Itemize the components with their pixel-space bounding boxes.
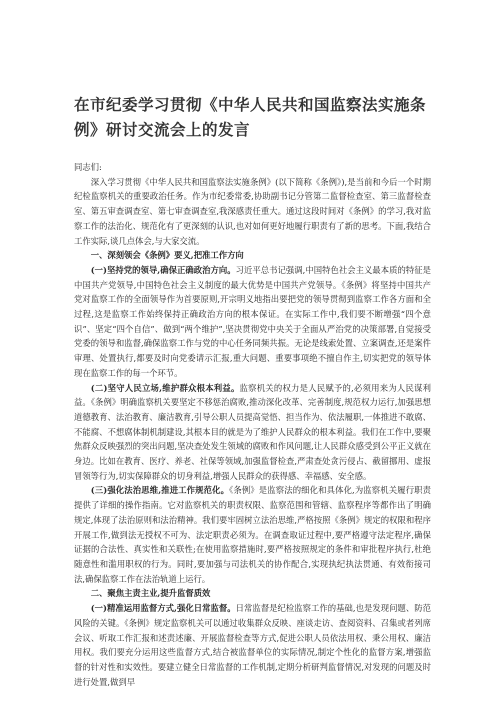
paragraph-text: 习近平总书记强调,中国特色社会主义最本质的特征是中国共产党领导,中国特色社会主义制度的最大优势是中国共产党领导。《条例》将坚持中国共产党对监察工作的全面领导作为首要原则,开宗明义地指出要把党的领导贯彻到监察工作各方面和全过程,这是监察工作始终保持正确政治方向的根本保证。在实际工作中,我们要不断增强“四个意识”、坚定“四个自信”、做到“两个维护”,坚决贯彻党中央关于全面从严治党的决策部署,自觉接受党委的领导和监督,确保监察工作与党的中心任务同频共振。无论是线索处置、立案调查,还是案件审理、处置执行,都要及时向党委请示汇报,重大问题、重要事项绝不擅自作主,切实把党的领导体现在监察工作的每一个环节。 xyxy=(74,264,431,378)
paragraph-lead: (三)强化法治思维,推进工作规范化。 xyxy=(90,485,230,496)
salutation: 同志们: xyxy=(74,162,102,172)
section1-paragraph-1 xyxy=(74,263,431,381)
paragraph-lead: (一)坚持党的领导,确保正确政治方向。 xyxy=(90,264,236,275)
document-title: 在市纪委学习贯彻《中华人民共和国监察法实施条例》研讨交流会上的发言 xyxy=(74,95,427,139)
paragraph-text: 《条例》是监察法的细化和具体化,为监察机关履行职责提供了详细的操作指南。它对监察机关的职责权限、监察范围和管辖、监察程序等都作出了明确规定,体现了法治原则和法治精神。我们要牢固树立法治思维,严格按照《条例》规定的权限和程序开展工作,做到法无授权不可为、法定职责必须为。在调查取证过程中,要严格遵守法定程序,确保证据的合法性、真实性和关联性;在使用监察措施时,要严格按照规定的条件和审批程序执行,杜绝随意性和滥用职权的行为。同时,要加强与司法机关的协作配合,实现执纪执法贯通、有效衔接司法,确保监察工作在法治轨道上运行。 xyxy=(74,485,431,584)
section1-paragraph-3 xyxy=(74,483,431,586)
section-heading-1: 一、深刻领会《条例》要义,把准工作方向 xyxy=(90,250,244,261)
section1-paragraph-2 xyxy=(74,381,431,484)
paragraph-text: 日常监督是纪检监察工作的基础,也是发现问题、防范风险的关键。《条例》规定监察机关可以通过收集群众反映、座谈走访、查阅资料、召集或者列席会议、听取工作汇报和述责述廉、开展监督检查等方式,促进公职人员依法用权、秉公用权、廉洁用权。我们要充分运用这些监督方式,结合被监督单位的实际情况,制定个性化的监督方案,增强监督的针对性和实效性。要建立健全日常监督的工作机制,定期分析研判监督情况,对发现的问题及时进行处置,做到早 xyxy=(74,603,431,687)
paragraph-lead: (一)精准运用监督方式,强化日常监督。 xyxy=(90,603,236,614)
section-heading-2: 二、聚焦主责主业,提升监督质效 xyxy=(90,588,211,599)
paragraph-lead: (二)坚守人民立场,维护群众根本利益。 xyxy=(90,382,240,393)
document-body xyxy=(74,160,431,689)
paragraph-text: 监察机关的权力是人民赋予的,必须用来为人民谋利益。《条例》明确监察机关要坚定不移惩治腐败,推动深化改革、完善制度,规范权力运行,加强思想道德教育、法治教育、廉洁教育,引导公职人员提高觉悟、担当作为、依法履职,一体推进不敢腐、不能腐、不想腐体制机制建设,其根本目的就是为了维护人民群众的根本利益。我们在工作中,要聚焦群众反映强烈的突出问题,坚决查处发生领域的腐败和作风问题,让人民群众感受到公平正义就在身边。比如在教育、医疗、养老、社保等领域,加强监督检查,严肃查处贪污侵占、截留挪用、虚报冒领等行为,切实保障群众的切身利益,增强人民群众的获得感、幸福感、安全感。 xyxy=(74,382,431,481)
section2-paragraph-1 xyxy=(74,601,431,689)
intro-paragraph: 深入学习贯彻《中华人民共和国监察法实施条例》(以下简称《条例》),是当前和今后一个时期纪检监察机关的重要政治任务。作为市纪委常委,协助副书记分管第二监督检查室、第三监督检查室、第五审查调查室、第七审查调查室,我深感责任重大。通过这段时间对《条例》的学习,我对监察工作的法治化、规范化有了更深刻的认识,也对如何更好地履行职责有了新的思考。下面,我结合工作实际,谈几点体会,与大家交流。 xyxy=(74,176,431,246)
